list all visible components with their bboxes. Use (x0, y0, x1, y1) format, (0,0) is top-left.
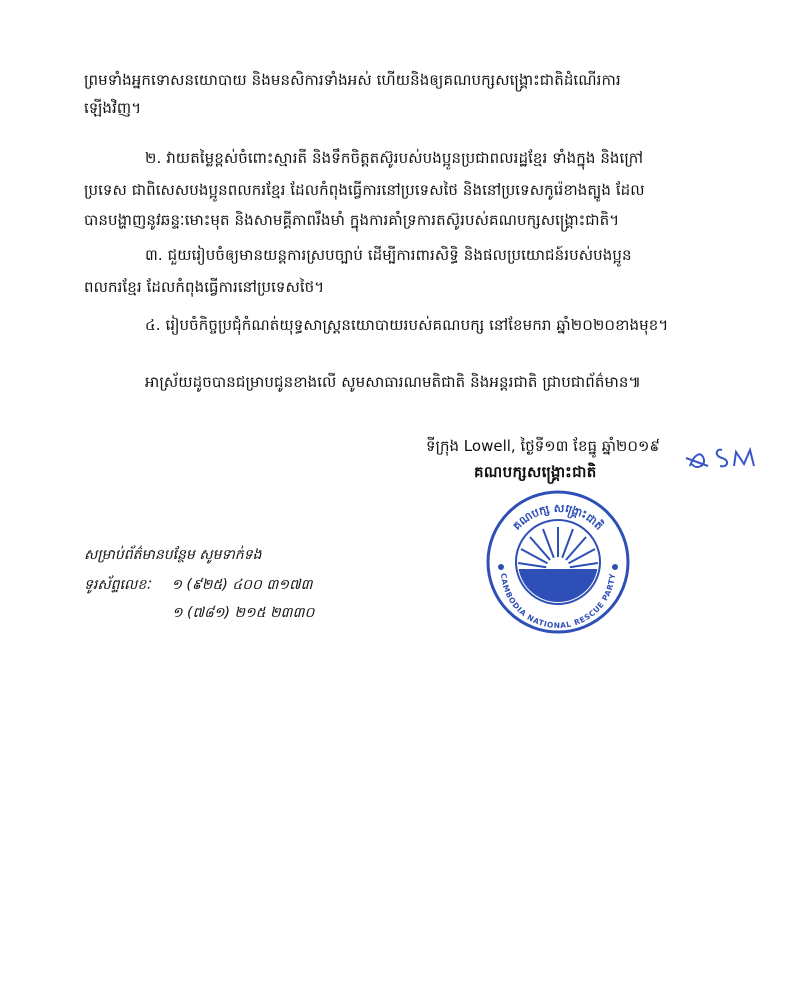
body-line: ឡើងវិញ។ (84, 99, 142, 117)
phone-label: ទូរស័ព្ទលេខៈ (84, 577, 151, 593)
item-2-text: ប្រទេស ជាពិសេសបងប្អូនពលករខ្មែរ ដែលកំពុងធ្វើការនៅប្រទេសថៃ និងនៅប្រទេសកូរ៉េខាងត្បូង ដែល (84, 181, 645, 199)
phone-number-1: ១ (៩២៥) ៤០០ ៣១៧៣ (171, 577, 313, 593)
seal-english-name: CAMBODIA NATIONAL RESCUE PARTY (498, 572, 618, 631)
contact-intro: សម្រាប់ព័ត៌មានបន្ថែម សូមទាក់ទង (84, 547, 262, 563)
closing-text: អាស្រ័យដូចបានជម្រាបជូនខាងលើ សូមសាធារណមតិជាតិ និងអន្តរជាតិ ជ្រាបជាព័ត៌មាន៕ (145, 373, 641, 391)
item-3-text: ពលករខ្មែរ ដែលកំពុងធ្វើការនៅប្រទេសថៃ។ (84, 278, 325, 296)
item-4-text: ៤. រៀបចំកិច្ចប្រជុំកំណត់យុទ្ធសាស្ត្រនយោបាយរបស់គណបក្ស នៅខែមករា ឆ្នាំ២០២០ខាងមុខ។ (145, 316, 669, 334)
place-date: ទីក្រុង Lowell, ថ្ងៃទី១៣ ខែធ្នូ ឆ្នាំ២០១៩ (426, 437, 660, 455)
item-2-text: បានបង្ហាញនូវឆន្ទៈមោះមុត និងសាមគ្គីភាពរឹងមាំ ក្នុងការគាំទ្រការតស៊ូរបស់គណបក្សសង្គ្រោះជាតិ។ (84, 211, 620, 229)
seal-khmer-name: គណបក្ស សង្គ្រោះជាតិ (510, 501, 606, 533)
item-3-text: ៣. ជួយរៀបចំឲ្យមានយន្តការស្របច្បាប់ ដើម្បីការពារសិទ្ធិ និងផលប្រយោជន៍របស់បងប្អូន (145, 246, 632, 264)
phone-number-2: ១ (៧៨១) ២១៥ ២៣៣០ (172, 605, 315, 621)
party-name: គណបក្សសង្គ្រោះជាតិ (474, 463, 597, 481)
item-2-text: ២. វាយតម្លៃខ្ពស់ចំពោះស្មារតី និងទឹកចិត្តតស៊ូរបស់បងប្អូនប្រជាពលរដ្ឋខ្មែរ ទាំងក្នុង និងក្រៅ (145, 149, 644, 167)
contact-phone-line (84, 575, 312, 595)
handwritten-signature (682, 436, 772, 476)
party-seal (483, 487, 633, 637)
body-line: ព្រមទាំងអ្នកទោសនយោបាយ និងមនសិការទាំងអស់ ហើយនិងឲ្យគណបក្សសង្គ្រោះជាតិដំណើរការ (84, 71, 621, 89)
